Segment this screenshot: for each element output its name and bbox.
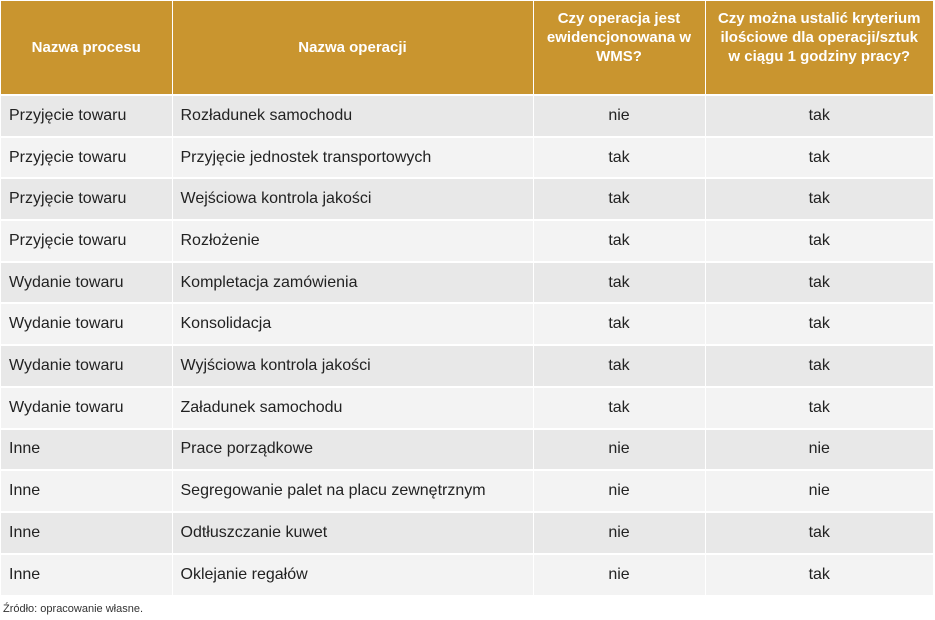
table-row (1, 220, 933, 262)
cell-quantity-criterion: nie (705, 470, 933, 512)
cell-process-name: Przyjęcie towaru (1, 220, 172, 262)
cell-wms-recorded: nie (533, 429, 705, 471)
cell-operation-name: Konsolidacja (172, 303, 533, 345)
cell-wms-recorded: tak (533, 345, 705, 387)
cell-wms-recorded: nie (533, 512, 705, 554)
cell-process-name: Wydanie towaru (1, 262, 172, 304)
cell-quantity-criterion: nie (705, 429, 933, 471)
cell-wms-recorded: tak (533, 220, 705, 262)
table-row (1, 262, 933, 304)
cell-operation-name: Rozłożenie (172, 220, 533, 262)
table-row (1, 512, 933, 554)
table-row (1, 387, 933, 429)
cell-quantity-criterion: tak (705, 554, 933, 596)
cell-quantity-criterion: tak (705, 178, 933, 220)
cell-operation-name: Wejściowa kontrola jakości (172, 178, 533, 220)
cell-quantity-criterion: tak (705, 137, 933, 179)
cell-quantity-criterion: tak (705, 387, 933, 429)
cell-operation-name: Kompletacja zamówienia (172, 262, 533, 304)
cell-wms-recorded: tak (533, 137, 705, 179)
cell-process-name: Wydanie towaru (1, 387, 172, 429)
cell-wms-recorded: tak (533, 303, 705, 345)
cell-operation-name: Oklejanie regałów (172, 554, 533, 596)
cell-operation-name: Przyjęcie jednostek transportowych (172, 137, 533, 179)
cell-operation-name: Wyjściowa kontrola jakości (172, 345, 533, 387)
cell-process-name: Przyjęcie towaru (1, 137, 172, 179)
table-row (1, 345, 933, 387)
table-row (1, 303, 933, 345)
cell-quantity-criterion: tak (705, 303, 933, 345)
cell-quantity-criterion: tak (705, 345, 933, 387)
cell-quantity-criterion: tak (705, 220, 933, 262)
cell-wms-recorded: nie (533, 470, 705, 512)
header-wms-recorded: Czy operacja jest ewidencjonowana w WMS? (533, 1, 705, 95)
header-quantity-criterion: Czy można ustalić kryterium ilościowe dla operacji/sztuk w ciągu 1 godziny pracy? (705, 1, 933, 95)
cell-quantity-criterion: tak (705, 512, 933, 554)
table-row (1, 470, 933, 512)
cell-wms-recorded: tak (533, 262, 705, 304)
cell-wms-recorded: nie (533, 95, 705, 137)
cell-wms-recorded: nie (533, 554, 705, 596)
cell-quantity-criterion: tak (705, 262, 933, 304)
table-row (1, 554, 933, 596)
cell-process-name: Wydanie towaru (1, 303, 172, 345)
table-row (1, 429, 933, 471)
cell-operation-name: Załadunek samochodu (172, 387, 533, 429)
cell-wms-recorded: tak (533, 178, 705, 220)
table-header (1, 1, 933, 95)
table-row (1, 137, 933, 179)
table-body (1, 95, 933, 595)
cell-wms-recorded: tak (533, 387, 705, 429)
cell-operation-name: Odtłuszczanie kuwet (172, 512, 533, 554)
header-process-name: Nazwa procesu (1, 1, 172, 95)
cell-process-name: Inne (1, 470, 172, 512)
cell-operation-name: Prace porządkowe (172, 429, 533, 471)
cell-process-name: Wydanie towaru (1, 345, 172, 387)
cell-process-name: Inne (1, 554, 172, 596)
cell-process-name: Inne (1, 429, 172, 471)
table-row (1, 95, 933, 137)
cell-operation-name: Segregowanie palet na placu zewnętrznym (172, 470, 533, 512)
table-row (1, 178, 933, 220)
cell-process-name: Inne (1, 512, 172, 554)
source-note: Źródło: opracowanie własne. (3, 603, 144, 615)
operations-table (1, 1, 933, 595)
cell-process-name: Przyjęcie towaru (1, 178, 172, 220)
cell-operation-name: Rozładunek samochodu (172, 95, 533, 137)
header-row (1, 1, 933, 95)
cell-quantity-criterion: tak (705, 95, 933, 137)
cell-process-name: Przyjęcie towaru (1, 95, 172, 137)
header-operation-name: Nazwa operacji (172, 1, 533, 95)
